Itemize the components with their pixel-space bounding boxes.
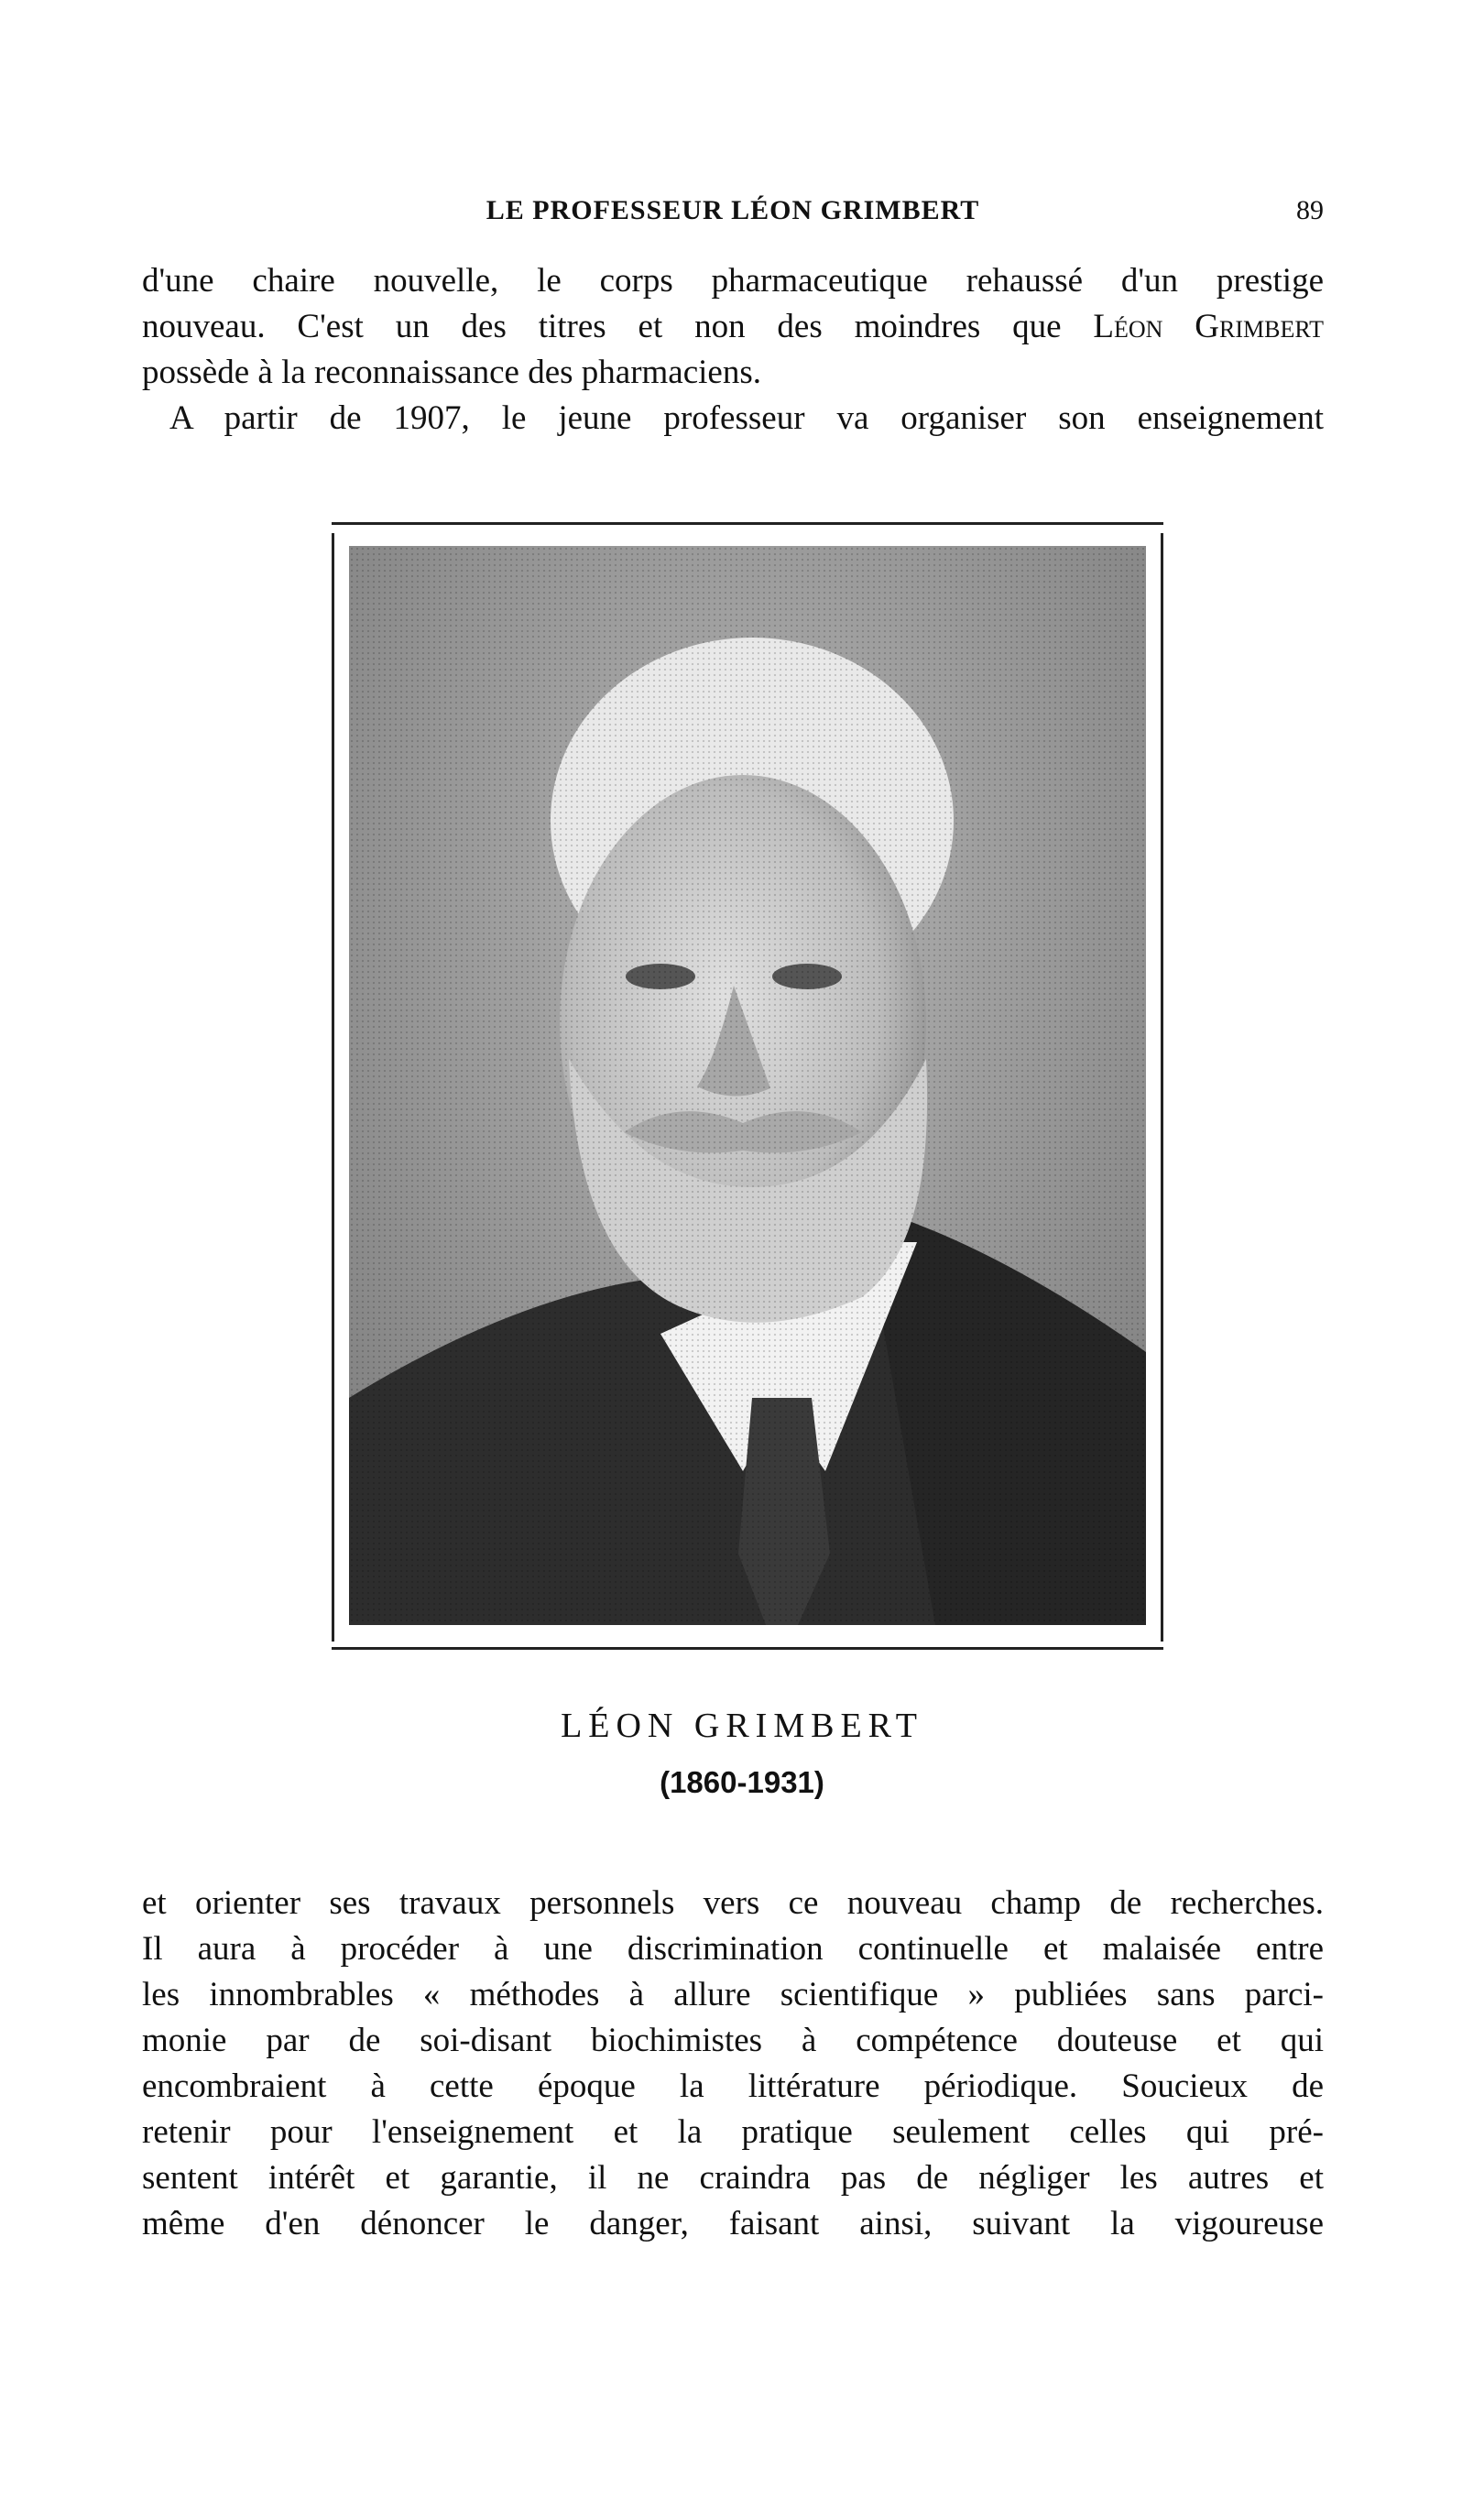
running-head	[142, 195, 1324, 232]
portrait-photograph	[349, 546, 1146, 1625]
paragraph-continuation	[142, 258, 1324, 396]
figure-top-rule	[332, 522, 1163, 525]
paragraph-continuation	[142, 1881, 1324, 2247]
portrait-photograph-icon	[349, 546, 1146, 1625]
text-line: les innombrables « méthodes à allure scientifique » publiées sans parci-	[142, 1976, 1324, 2013]
text-line: Il aura à procéder à une discrimination continuelle et malaisée entre	[142, 1930, 1324, 1968]
text-line: d'une chaire nouvelle, le corps pharmaceutique rehaussé d'un prestige	[142, 262, 1324, 300]
figure-caption-name: LÉON GRIMBERT	[561, 1707, 923, 1745]
top-text-block	[142, 258, 1324, 442]
figure-bottom-rule	[332, 1647, 1163, 1650]
text-fragment: nouveau. C'est un des titres et non des moindres que	[142, 308, 1062, 345]
bottom-text-block	[142, 1881, 1324, 2247]
page-number: 89	[1296, 195, 1324, 225]
photo-frame	[332, 533, 1163, 1642]
text-line: A partir de 1907, le jeune professeur va organiser son enseignement	[169, 399, 1324, 437]
text-line: même d'en dénoncer le danger, faisant ainsi, suivant la vigoureuse	[142, 2205, 1324, 2242]
text-line: monie par de soi-disant biochimistes à compétence douteuse et qui	[142, 2022, 1324, 2059]
text-line: sentent intérêt et garantie, il ne craindra pas de négliger les autres et	[142, 2159, 1324, 2197]
text-line: et orienter ses travaux personnels vers ce nouveau champ de recherches.	[142, 1884, 1324, 1922]
portrait-figure	[332, 522, 1163, 1649]
figure-caption-dates: (1860-1931)	[660, 1765, 824, 1799]
running-title: LE PROFESSEUR LÉON GRIMBERT	[486, 195, 980, 225]
text-line: retenir pour l'enseignement et la pratique seulement celles qui pré-	[142, 2113, 1324, 2151]
text-line: encombraient à cette époque la littérature périodique. Soucieux de	[142, 2067, 1324, 2105]
paragraph-start	[142, 396, 1324, 442]
name-small-caps: Léon Grimbert	[1093, 308, 1324, 345]
text-line: possède à la reconnaissance des pharmaciens.	[142, 354, 761, 391]
text-line	[142, 304, 1324, 350]
